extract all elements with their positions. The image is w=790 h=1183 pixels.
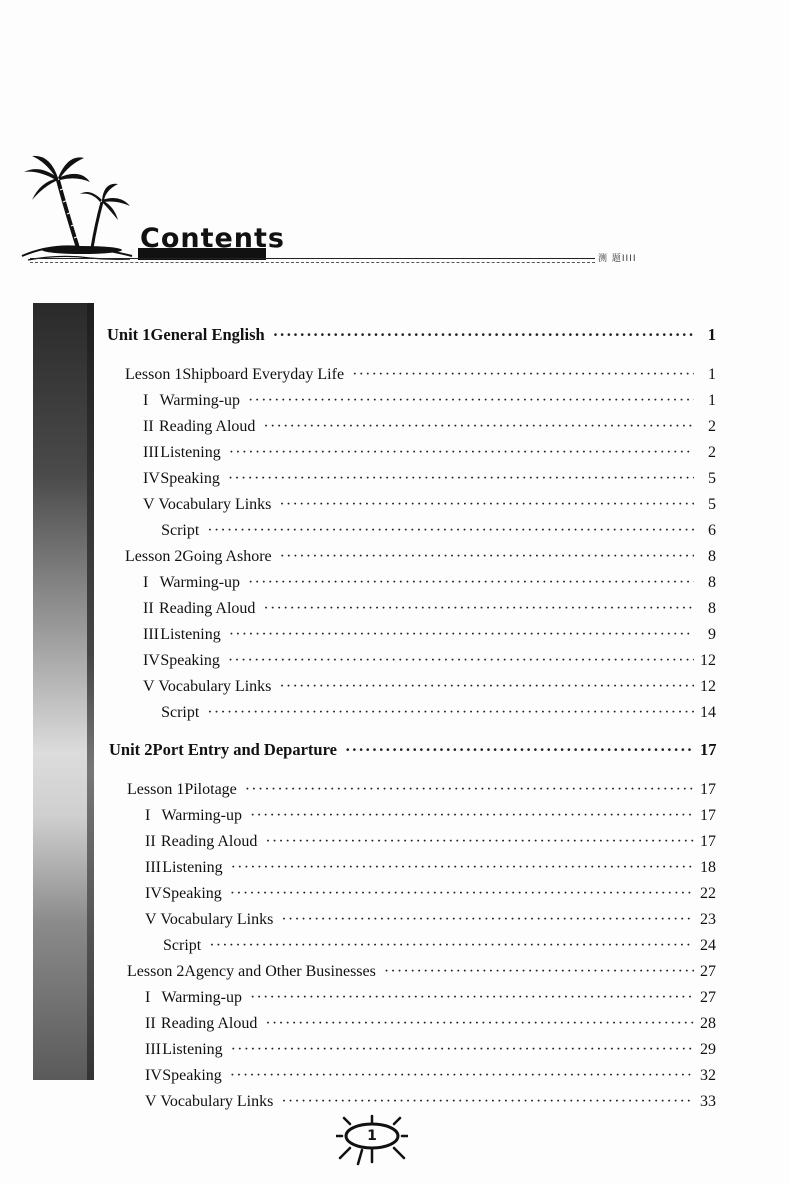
toc-leader-dots	[263, 598, 694, 620]
toc-page-number: 29	[700, 1041, 716, 1058]
toc-label: Agency and Other Businesses	[184, 963, 376, 980]
toc-number: I	[143, 574, 149, 591]
toc-page-number: 22	[700, 885, 716, 902]
toc-leader-dots	[250, 987, 694, 1009]
toc-label: Port Entry and Departure	[152, 740, 337, 759]
toc-leader-dots	[207, 702, 694, 724]
toc-page-number: 27	[700, 989, 716, 1006]
toc-number: IV	[143, 470, 160, 487]
toc-leader-dots	[229, 624, 694, 646]
toc-label: Pilotage	[184, 781, 237, 798]
toc-label: Vocabulary Links	[160, 911, 274, 928]
toc-label: Listening	[160, 626, 221, 643]
toc-label: Listening	[162, 859, 223, 876]
toc-page-number: 27	[700, 963, 716, 980]
toc-label: Vocabulary Links	[158, 678, 272, 695]
toc-item-row	[143, 390, 716, 412]
toc-page-number: 8	[708, 600, 716, 617]
page-title: Contents	[140, 223, 286, 254]
toc-label: Script	[161, 704, 200, 721]
toc-label: Script	[163, 937, 202, 954]
toc-page-number: 1	[707, 325, 716, 344]
toc-leader-dots	[280, 546, 694, 568]
toc-item-row	[145, 1065, 716, 1087]
toc-lesson-row	[125, 364, 716, 386]
toc-page-number: 17	[700, 781, 716, 798]
toc-label: Reading Aloud	[158, 600, 256, 617]
toc-leader-dots	[230, 883, 694, 905]
page-number-badge	[336, 1114, 408, 1175]
toc-label: Vocabulary Links	[158, 496, 272, 513]
toc-lesson-row	[125, 546, 716, 568]
toc-page-number: 1	[708, 392, 716, 409]
toc-leader-dots	[345, 739, 694, 761]
toc-page-number: 2	[708, 418, 716, 435]
toc-label: Warming-up	[161, 807, 242, 824]
toc-item-row	[143, 598, 716, 620]
toc-page-number: 8	[708, 548, 716, 565]
toc-number: II	[145, 1015, 156, 1032]
toc-label: Reading Aloud	[160, 833, 258, 850]
toc-leader-dots	[273, 324, 694, 346]
toc-unit-row	[109, 739, 716, 761]
toc-page-number: 6	[708, 522, 716, 539]
toc-page-number: 8	[708, 574, 716, 591]
toc-leader-dots	[281, 909, 694, 931]
toc-page-number: 2	[708, 444, 716, 461]
toc-item-row	[145, 987, 716, 1009]
toc-leader-dots	[352, 364, 694, 386]
toc-item-row	[143, 468, 716, 490]
toc-page-number: 33	[700, 1093, 716, 1110]
toc-leader-dots	[231, 857, 694, 879]
toc-item-row	[145, 1039, 716, 1061]
toc-page-number: 17	[700, 833, 716, 850]
toc-label: Warming-up	[159, 574, 241, 591]
toc-item-row	[145, 857, 716, 879]
toc-label: Speaking	[162, 1067, 222, 1084]
toc-page-number: 23	[700, 911, 716, 928]
toc-item-row	[143, 624, 716, 646]
toc-label: Warming-up	[159, 392, 241, 409]
toc-lesson-row	[127, 961, 716, 983]
toc-page-number: 24	[700, 937, 716, 954]
toc-label: Going Ashore	[182, 548, 272, 565]
toc-item-row	[143, 572, 716, 594]
toc-number: II	[143, 600, 154, 617]
toc-leader-dots	[281, 1091, 694, 1113]
page-number: 1	[367, 1128, 377, 1144]
toc-number: V	[145, 911, 157, 928]
toc-label: Speaking	[162, 885, 222, 902]
toc-item-row	[145, 909, 716, 931]
toc-number: V	[145, 1093, 157, 1110]
toc-page-number: 1	[708, 366, 716, 383]
toc-leader-dots	[209, 935, 694, 957]
toc-label: Warming-up	[161, 989, 242, 1006]
toc-item-row	[143, 416, 716, 438]
toc-number: IV	[145, 1067, 162, 1084]
header-mark: 测 题IIII	[598, 254, 637, 264]
toc-number: IV	[143, 652, 160, 669]
toc-item-row	[145, 805, 716, 827]
toc-lesson-row	[127, 779, 716, 801]
toc-label: Speaking	[160, 470, 220, 487]
toc-leader-dots	[263, 416, 694, 438]
toc-leader-dots	[231, 1039, 694, 1061]
toc-leader-dots	[265, 1013, 694, 1035]
toc-number: Lesson 1	[127, 781, 185, 798]
toc-number: II	[145, 833, 156, 850]
toc-item-row	[145, 1013, 716, 1035]
toc-item-row	[143, 650, 716, 672]
toc-item-row	[143, 520, 716, 542]
toc-unit-row	[107, 324, 716, 346]
toc-page-number: 17	[700, 740, 717, 759]
toc-leader-dots	[229, 442, 694, 464]
toc-item-row	[145, 935, 716, 957]
toc-number: Lesson 1	[125, 366, 183, 383]
toc-item-row	[143, 702, 716, 724]
toc-label: Listening	[162, 1041, 223, 1058]
toc-number: IV	[145, 885, 162, 902]
toc-number: Unit 2	[109, 740, 153, 759]
toc-leader-dots	[228, 468, 694, 490]
toc-label: Listening	[160, 444, 221, 461]
toc-leader-dots	[384, 961, 694, 983]
toc-leader-dots	[279, 676, 694, 698]
toc-number: III	[143, 626, 159, 643]
toc-number: III	[145, 859, 161, 876]
toc-page-number: 12	[700, 678, 716, 695]
toc-number: Lesson 2	[125, 548, 183, 565]
toc-leader-dots	[250, 805, 694, 827]
toc-item-row	[143, 442, 716, 464]
toc-page-number: 28	[700, 1015, 716, 1032]
toc-item-row	[145, 883, 716, 905]
toc-label: Reading Aloud	[158, 418, 256, 435]
toc-number: V	[143, 678, 155, 695]
toc-number: I	[143, 392, 149, 409]
toc-leader-dots	[245, 779, 694, 801]
toc-item-row	[143, 676, 716, 698]
toc-leader-dots	[248, 390, 694, 412]
toc-leader-dots	[207, 520, 694, 542]
toc-number: I	[145, 807, 151, 824]
toc-label: Speaking	[160, 652, 220, 669]
toc-leader-dots	[248, 572, 694, 594]
toc-item-row	[145, 1091, 716, 1113]
toc-page-number: 14	[700, 704, 716, 721]
toc-number: II	[143, 418, 154, 435]
toc-label: Vocabulary Links	[160, 1093, 274, 1110]
toc-number: Lesson 2	[127, 963, 185, 980]
toc-number: V	[143, 496, 155, 513]
toc-leader-dots	[265, 831, 694, 853]
toc-page-number: 5	[708, 496, 716, 513]
toc-item-row	[145, 831, 716, 853]
toc-number: Unit 1	[107, 325, 151, 344]
toc-item-row	[143, 494, 716, 516]
toc-page-number: 17	[700, 807, 716, 824]
toc-number: III	[143, 444, 159, 461]
toc-leader-dots	[279, 494, 694, 516]
toc-label: General English	[150, 325, 265, 344]
toc-label: Script	[161, 522, 200, 539]
toc-page-number: 5	[708, 470, 716, 487]
toc-label: Reading Aloud	[160, 1015, 258, 1032]
toc-number: I	[145, 989, 151, 1006]
toc-number: III	[145, 1041, 161, 1058]
toc-page-number: 9	[708, 626, 716, 643]
toc-page-number: 18	[700, 859, 716, 876]
toc-leader-dots	[230, 1065, 694, 1087]
toc-label: Shipboard Everyday Life	[182, 366, 345, 383]
toc-leader-dots	[228, 650, 694, 672]
toc-page-number: 32	[700, 1067, 716, 1084]
toc-page-number: 12	[700, 652, 716, 669]
